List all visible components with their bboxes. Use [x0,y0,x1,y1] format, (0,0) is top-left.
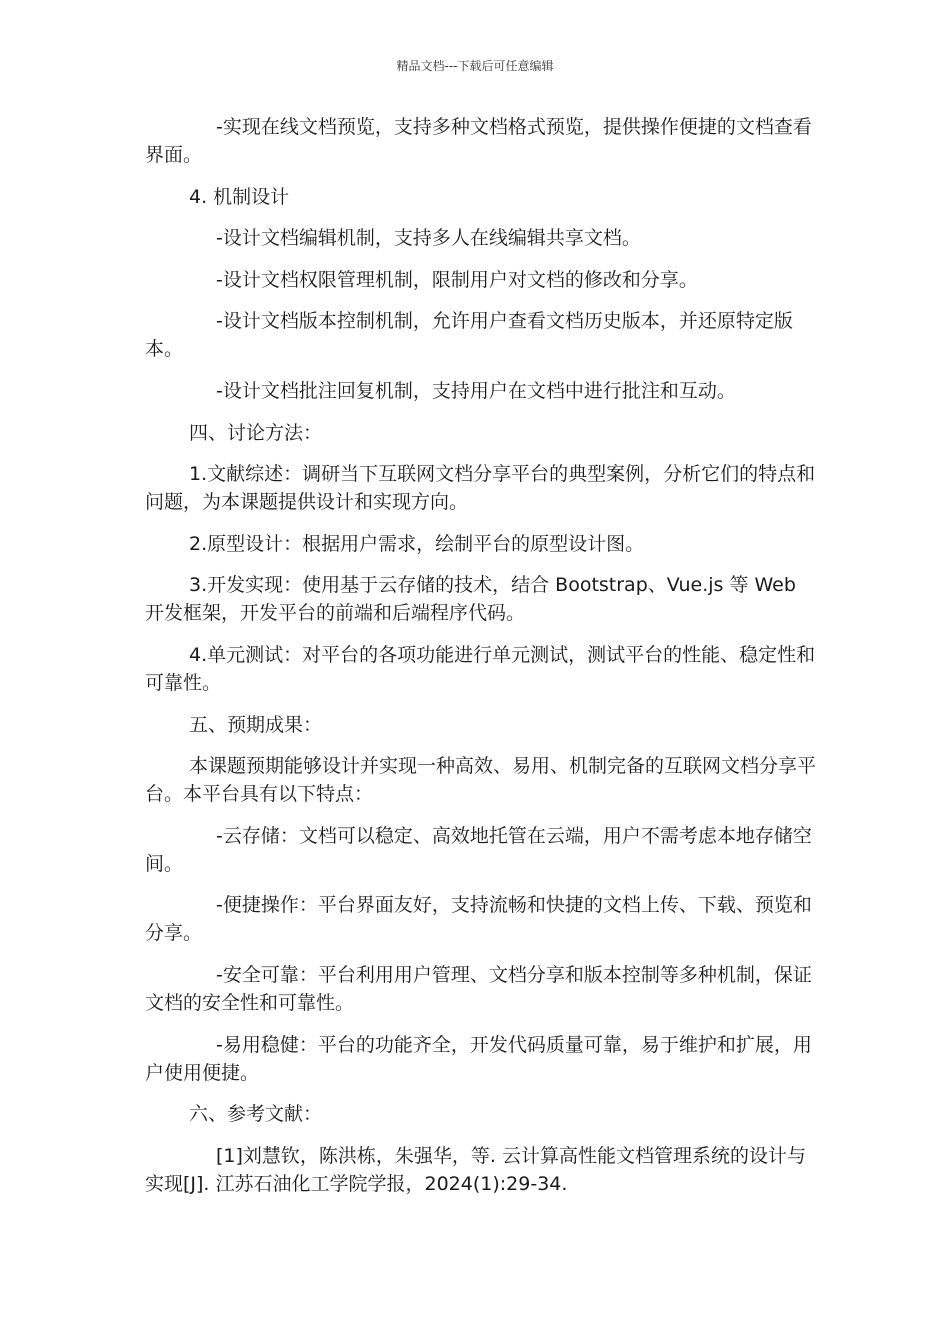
paragraph-cloud-storage: -云存储：文档可以稳定、高效地托管在云端，用户不需考虑本地存储空间。 [145,824,812,875]
paragraph-edit-mechanism: -设计文档编辑机制，支持多人在线编辑共享文档。 [216,227,641,250]
heading-expected-results: 五、预期成果： [189,713,323,736]
paragraph-prototype-design: 2.原型设计：根据用户需求，绘制平台的原型设计图。 [189,532,645,555]
reference-item: [1]刘慧钦，陈洪栋，朱强华，等. 云计算高性能文档管理系统的设计与实现[J]. 江苏石油化工学院学报，2024(1):29-34. [145,1144,806,1195]
paragraph-preview: -实现在线文档预览，支持多种文档格式预览，提供操作便捷的文档查看界面。 [145,116,812,166]
paragraph-unit-testing: 4.单元测试：对平台的各项功能进行单元测试，测试平台的性能、稳定性和可靠性。 [145,643,816,694]
paragraph-permission-mechanism: -设计文档权限管理机制，限制用户对文档的修改和分享。 [216,268,698,291]
paragraph-security: -安全可靠：平台利用用户管理、文档分享和版本控制等多种机制，保证文档的安全性和可靠性。 [145,963,812,1014]
paragraph-version-control: -设计文档版本控制机制，允许用户查看文档历史版本，并还原特定版本。 [145,310,793,361]
document-body [145,113,817,1211]
paragraph-expected-summary: 本课题预期能够设计并实现一种高效、易用、机制完备的互联网文档分享平台。本平台具有以下特点： [145,755,817,806]
heading-references: 六、参考文献： [189,1103,323,1126]
paragraph-annotation-mechanism: -设计文档批注回复机制，支持用户在文档中进行批注和互动。 [216,379,736,402]
paragraph-literature-review: 1.文献综述：调研当下互联网文档分享平台的典型案例，分析它们的特点和问题，为本课题提供设计和实现方向。 [145,463,816,514]
heading-discussion-methods: 四、讨论方法： [189,421,323,444]
page-header: 精品文档---下载后可任意编辑 [396,59,554,73]
paragraph-convenient-operation: -便捷操作：平台界面友好，支持流畅和快捷的文档上传、下载、预览和分享。 [145,894,812,945]
heading-mechanism-design: 4. 机制设计 [189,185,290,208]
paragraph-usability: -易用稳健：平台的功能齐全，开发代码质量可靠，易于维护和扩展，用户使用便捷。 [145,1033,812,1084]
paragraph-development: 3.开发实现：使用基于云存储的技术，结合 Bootstrap、Vue.js 等 Web 开发框架，开发平台的前端和后端程序代码。 [145,574,796,625]
